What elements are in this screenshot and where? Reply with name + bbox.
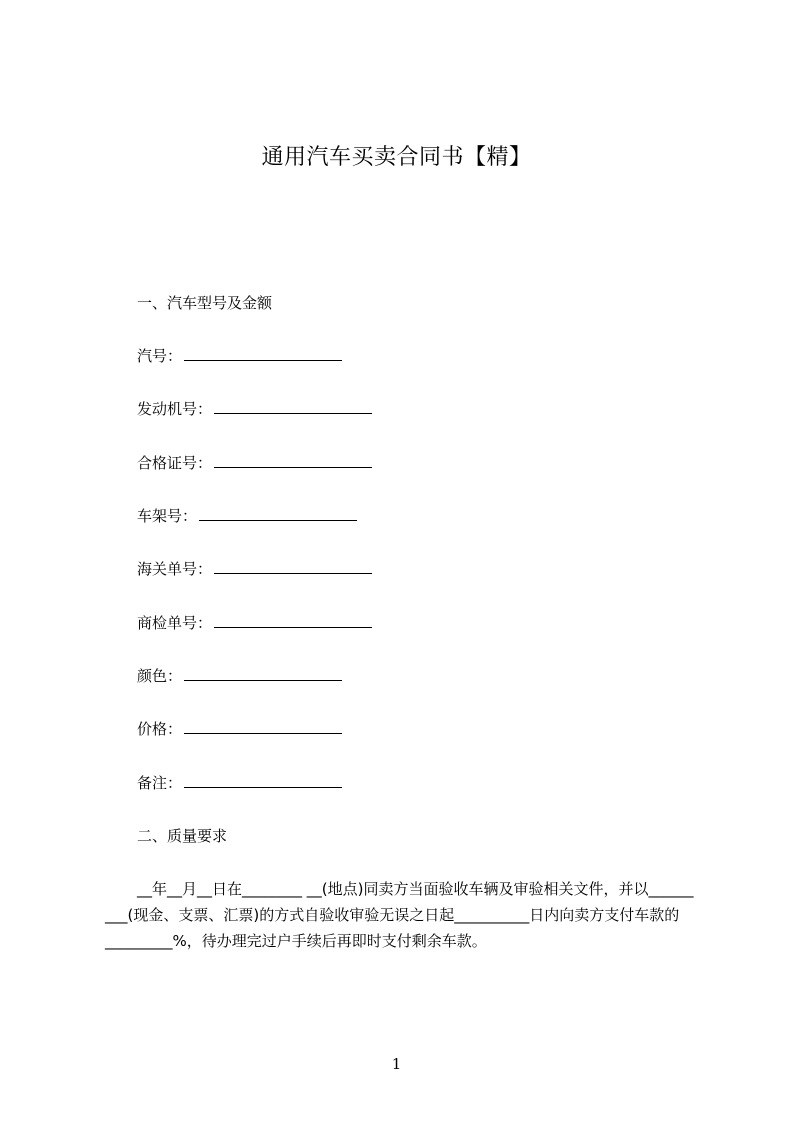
field-label: 合格证号： <box>137 454 213 472</box>
field-row-remarks <box>137 772 342 793</box>
quality-requirements-paragraph <box>105 876 705 954</box>
field-label: 颜色： <box>137 667 183 685</box>
field-label: 汽号： <box>137 347 183 365</box>
fill-in-blank <box>184 773 342 788</box>
fill-in-blank <box>184 719 342 734</box>
field-label: 价格： <box>137 720 183 738</box>
field-row-color <box>137 665 342 686</box>
field-row-engine-number <box>137 398 372 419</box>
field-row-certificate-number <box>137 452 372 473</box>
fill-in-blank <box>214 399 372 414</box>
field-row-price <box>137 718 342 739</box>
fill-in-blank <box>184 666 342 681</box>
section-heading-quality-requirements: 二、质量要求 <box>137 827 228 845</box>
fill-in-blank <box>199 506 357 521</box>
page-number: 1 <box>391 1055 402 1073</box>
field-row-inspection-number <box>137 612 372 633</box>
field-row-vehicle-number <box>137 345 342 366</box>
fill-in-blank <box>214 613 372 628</box>
paragraph-text: __年__月__日在________ __(地点)同卖方当面验收车辆及审验相关文件，并以______ ___(现金、支票、汇票)的方式自验收审验无误之日起__________日内向卖方支付车款的_________%，待办理完过户手续后再即时支付剩余车款。 <box>105 880 694 950</box>
field-label: 海关单号： <box>137 560 213 578</box>
fill-in-blank <box>184 346 342 361</box>
fill-in-blank <box>214 559 372 574</box>
document-title: 通用汽车买卖合同书【精】 <box>261 145 532 170</box>
field-label: 备注： <box>137 774 183 792</box>
field-label: 商检单号： <box>137 614 213 632</box>
fill-in-blank <box>214 453 372 468</box>
field-row-customs-number <box>137 558 372 579</box>
section-heading-vehicle-model-amount: 一、汽车型号及金额 <box>137 294 273 312</box>
field-label: 发动机号： <box>137 400 213 418</box>
field-row-frame-number <box>137 505 357 526</box>
field-label: 车架号： <box>137 507 198 525</box>
